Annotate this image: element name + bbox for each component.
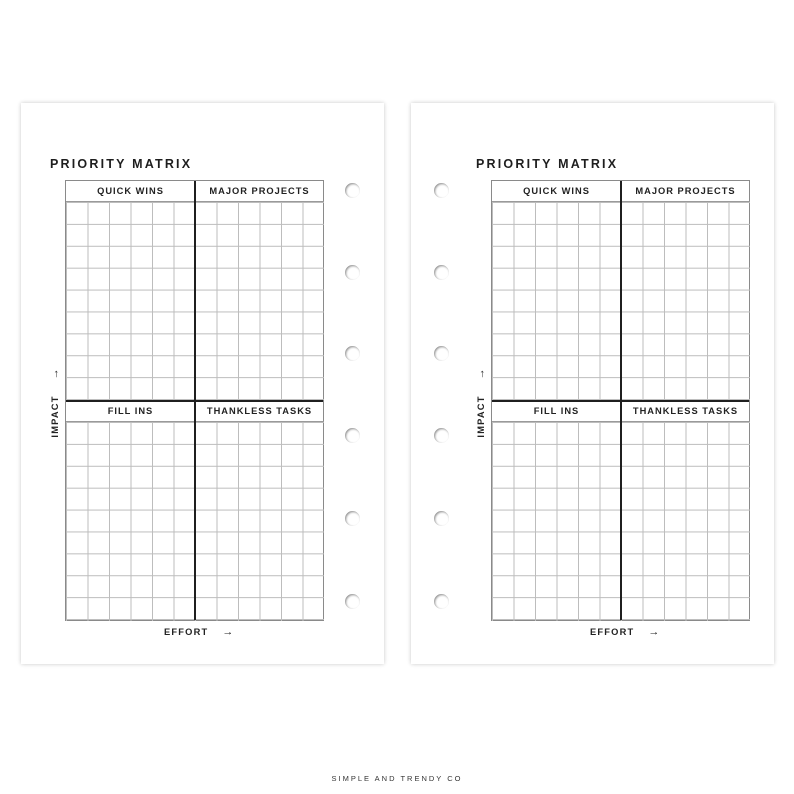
quadrant-header: QUICK WINS xyxy=(523,186,590,196)
arrow-up-icon: → xyxy=(475,368,487,380)
impact-label-text: IMPACT xyxy=(476,395,486,438)
arrow-right-icon: → xyxy=(222,626,234,638)
quadrant-thankless-tasks xyxy=(621,401,750,621)
grid-area xyxy=(621,201,750,401)
grid-area xyxy=(492,421,621,621)
binder-hole xyxy=(345,183,360,198)
quadrant-fill-ins xyxy=(492,401,621,621)
binder-hole xyxy=(434,428,449,443)
priority-matrix xyxy=(491,180,750,621)
x-axis-label xyxy=(164,626,233,638)
quadrant-fill-ins xyxy=(66,401,195,621)
priority-matrix xyxy=(65,180,324,621)
grid-area xyxy=(492,201,621,401)
grid-area xyxy=(66,201,195,401)
y-axis-label xyxy=(475,368,487,437)
quadrant-major-projects xyxy=(195,181,324,401)
grid-area xyxy=(621,421,750,621)
page-title: PRIORITY MATRIX xyxy=(50,157,193,171)
page-title: PRIORITY MATRIX xyxy=(476,157,619,171)
quadrant-quick-wins xyxy=(66,181,195,401)
quadrant-quick-wins xyxy=(492,181,621,401)
binder-hole xyxy=(434,346,449,361)
quadrant-header: FILL INS xyxy=(533,406,580,416)
binder-hole xyxy=(345,511,360,526)
binder-hole xyxy=(434,511,449,526)
binder-hole xyxy=(345,428,360,443)
quadrant-header: MAJOR PROJECTS xyxy=(635,186,736,196)
planner-page-left xyxy=(21,103,384,664)
effort-label-text: EFFORT xyxy=(590,627,635,637)
impact-label-text: IMPACT xyxy=(50,395,60,438)
arrow-up-icon: → xyxy=(49,368,61,380)
quadrant-header: MAJOR PROJECTS xyxy=(209,186,310,196)
binder-hole xyxy=(434,265,449,280)
grid-area xyxy=(66,421,195,621)
quadrant-header: THANKLESS TASKS xyxy=(206,406,313,416)
binder-hole xyxy=(434,183,449,198)
quadrant-header: FILL INS xyxy=(107,406,154,416)
planner-page-right xyxy=(411,103,774,664)
binder-hole xyxy=(345,265,360,280)
quadrant-header: THANKLESS TASKS xyxy=(632,406,739,416)
binder-hole xyxy=(345,594,360,609)
horizontal-axis-divider xyxy=(492,400,749,402)
quadrant-major-projects xyxy=(621,181,750,401)
grid-area xyxy=(195,201,324,401)
effort-label-text: EFFORT xyxy=(164,627,209,637)
binder-hole xyxy=(434,594,449,609)
quadrant-header: QUICK WINS xyxy=(97,186,164,196)
x-axis-label xyxy=(590,626,659,638)
brand-footer: SIMPLE AND TRENDY CO xyxy=(331,774,463,783)
grid-area xyxy=(195,421,324,621)
quadrant-thankless-tasks xyxy=(195,401,324,621)
arrow-right-icon: → xyxy=(648,626,660,638)
binder-hole xyxy=(345,346,360,361)
horizontal-axis-divider xyxy=(66,400,323,402)
y-axis-label xyxy=(49,368,61,437)
